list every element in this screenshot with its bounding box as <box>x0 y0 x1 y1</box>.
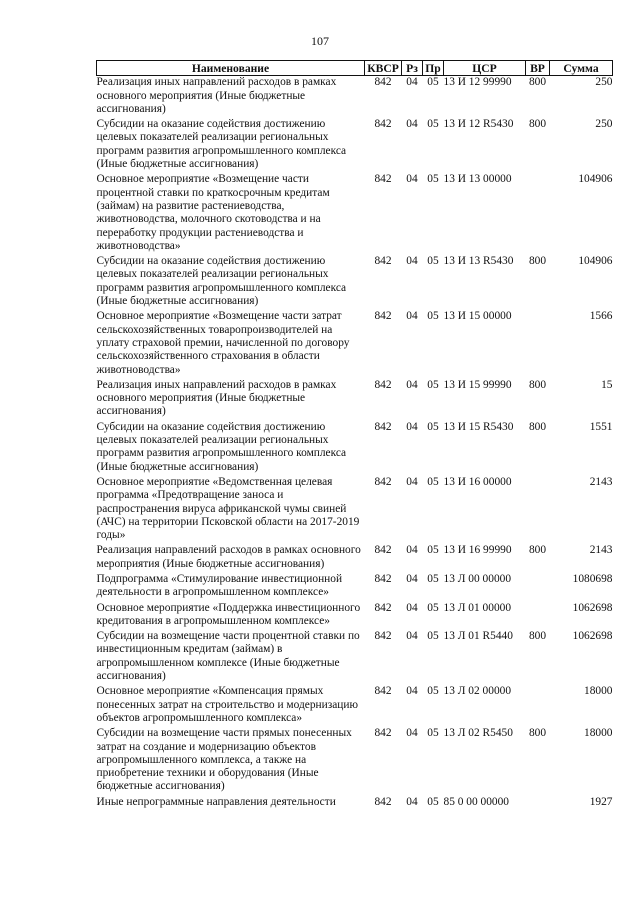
cell-name: Субсидии на возмещение части прямых понесенных затрат на создание и модернизацию объектов агропромышленного комплекса, а также на приобретение техники и оборудования (Иные бюджетные ассигнования) <box>96 727 352 793</box>
cell-rz: 04 <box>406 118 418 131</box>
cell-csr: 13 Л 02 R5450 <box>443 727 513 740</box>
cell-sum: 1062698 <box>572 630 613 643</box>
cell-kvsr: 842 <box>374 310 392 323</box>
table-row <box>97 118 613 173</box>
cell-kvsr: 842 <box>374 601 392 614</box>
table-row <box>97 602 613 631</box>
cell-name: Реализация иных направлений расходов в рамках основного мероприятия (Иные бюджетные ассигнования) <box>96 378 337 418</box>
cell-pr: 05 <box>427 420 439 433</box>
cell-sum: 1551 <box>589 420 613 433</box>
table-row <box>97 173 613 255</box>
cell-vr: 800 <box>528 630 547 643</box>
cell-csr: 13 Л 01 00000 <box>443 601 512 614</box>
cell-rz: 04 <box>406 310 418 323</box>
cell-sum: 18000 <box>584 727 613 740</box>
cell-vr <box>526 310 550 378</box>
cell-kvsr: 842 <box>374 685 392 698</box>
cell-kvsr: 842 <box>374 572 392 585</box>
cell-kvsr: 842 <box>374 76 392 89</box>
header-csr: ЦСР <box>444 61 526 76</box>
header-sum: Сумма <box>550 61 613 76</box>
cell-rz: 04 <box>406 572 418 585</box>
cell-pr: 05 <box>427 544 439 557</box>
table-row <box>97 255 613 310</box>
cell-rz: 04 <box>406 76 418 89</box>
cell-kvsr: 842 <box>374 630 392 643</box>
cell-kvsr: 842 <box>374 173 392 186</box>
cell-csr: 13 И 15 R5430 <box>443 420 514 433</box>
cell-rz: 04 <box>406 378 418 391</box>
table-row <box>97 685 613 727</box>
cell-vr <box>526 602 550 631</box>
cell-pr: 05 <box>427 572 439 585</box>
cell-vr <box>526 796 550 811</box>
cell-vr <box>526 476 550 544</box>
table-row <box>97 310 613 378</box>
cell-pr: 05 <box>427 630 439 643</box>
cell-kvsr: 842 <box>374 727 392 740</box>
cell-csr: 13 И 15 00000 <box>443 310 512 323</box>
cell-name: Основное мероприятие «Возмещение части затрат сельскохозяйственных товаропроизводителей на уплату страховой премии, начисленной по договору сельскохозяйственного страхования в области животноводства» <box>96 310 350 376</box>
cell-pr: 05 <box>427 255 439 268</box>
cell-name: Основное мероприятие «Ведомственная целевая программа «Предотвращение заноса и распространения вируса африканской чумы свиней (АЧС) на территории Псковской области на 2017-2019 годы» <box>96 475 360 542</box>
cell-csr: 13 Л 01 R5440 <box>443 630 513 643</box>
cell-vr: 800 <box>528 544 547 557</box>
table-row <box>97 796 613 811</box>
cell-rz: 04 <box>406 795 418 808</box>
cell-pr: 05 <box>427 76 439 89</box>
cell-sum: 104906 <box>578 255 613 268</box>
cell-kvsr: 842 <box>374 475 392 488</box>
cell-pr: 05 <box>427 727 439 740</box>
cell-kvsr: 842 <box>374 544 392 557</box>
cell-rz: 04 <box>406 173 418 186</box>
cell-sum: 1062698 <box>572 601 613 614</box>
table-row <box>97 573 613 602</box>
cell-name: Реализация иных направлений расходов в рамках основного мероприятия (Иные бюджетные ассигнования) <box>96 76 337 115</box>
cell-name: Субсидии на оказание содействия достижению целевых показателей реализации региональных программ развития агропромышленного комплекса (Иные бюджетные ассигнования) <box>96 255 347 308</box>
cell-sum: 1927 <box>589 795 613 808</box>
cell-sum: 18000 <box>584 685 613 698</box>
cell-kvsr: 842 <box>374 255 392 268</box>
cell-sum: 1566 <box>589 310 613 323</box>
cell-rz: 04 <box>406 475 418 488</box>
cell-pr: 05 <box>427 118 439 131</box>
header-name: Наименование <box>97 61 365 76</box>
table-row <box>97 727 613 795</box>
cell-vr: 800 <box>528 255 547 268</box>
cell-csr: 13 И 12 R5430 <box>443 118 514 131</box>
header-kvsr: КВСР <box>365 61 402 76</box>
table-row <box>97 630 613 685</box>
cell-name: Субсидии на оказание содействия достижению целевых показателей реализации региональных программ развития агропромышленного комплекса (Иные бюджетные ассигнования) <box>96 420 347 473</box>
header-vr: ВР <box>526 61 550 76</box>
table-row <box>97 476 613 544</box>
cell-rz: 04 <box>406 685 418 698</box>
cell-pr: 05 <box>427 173 439 186</box>
cell-rz: 04 <box>406 420 418 433</box>
cell-sum: 2143 <box>589 544 613 557</box>
cell-name: Основное мероприятие «Возмещение части процентной ставки по краткосрочным кредитам (займам) на развитие растениеводства, животноводства, молочного скотоводства и на переработку продукции растениеводства и животноводства» <box>96 173 330 252</box>
cell-kvsr: 842 <box>374 378 392 391</box>
cell-vr: 800 <box>528 76 547 89</box>
cell-pr: 05 <box>427 378 439 391</box>
table-row <box>97 76 613 118</box>
cell-csr: 13 И 16 00000 <box>443 475 512 488</box>
header-pr: Пр <box>423 61 444 76</box>
cell-vr: 800 <box>528 420 547 433</box>
cell-sum: 2143 <box>589 475 613 488</box>
cell-kvsr: 842 <box>374 795 392 808</box>
cell-kvsr: 842 <box>374 420 392 433</box>
cell-name: Подпрограмма «Стимулирование инвестиционной деятельности в агропромышленном комплексе» <box>96 572 343 599</box>
table-header-row <box>97 61 613 76</box>
cell-csr: 13 И 15 99990 <box>443 378 512 391</box>
budget-table <box>96 60 613 811</box>
cell-csr: 85 0 00 00000 <box>443 795 509 808</box>
cell-csr: 13 Л 00 00000 <box>443 572 512 585</box>
cell-vr <box>526 173 550 255</box>
cell-csr: 13 Л 02 00000 <box>443 685 512 698</box>
table-row <box>97 421 613 476</box>
cell-csr: 13 И 13 00000 <box>443 173 512 186</box>
cell-vr <box>526 573 550 602</box>
cell-pr: 05 <box>427 685 439 698</box>
cell-pr: 05 <box>427 310 439 323</box>
cell-name: Основное мероприятие «Поддержка инвестиционного кредитования в агропромышленном комплексе» <box>96 601 361 627</box>
cell-csr: 13 И 13 R5430 <box>443 255 514 268</box>
table-row <box>97 379 613 421</box>
cell-sum: 250 <box>595 76 613 89</box>
header-rz: Рз <box>402 61 423 76</box>
cell-rz: 04 <box>406 544 418 557</box>
cell-name: Основное мероприятие «Компенсация прямых понесенных затрат на строительство и модернизацию объектов агропромышленного комплекса» <box>96 685 358 724</box>
cell-rz: 04 <box>406 630 418 643</box>
cell-pr: 05 <box>427 795 439 808</box>
cell-vr: 800 <box>528 727 547 740</box>
table-row <box>97 544 613 573</box>
cell-pr: 05 <box>427 475 439 488</box>
cell-csr: 13 И 16 99990 <box>443 544 512 557</box>
cell-rz: 04 <box>406 255 418 268</box>
cell-name: Иные непрограммные направления деятельности <box>96 795 336 808</box>
page-number: 107 <box>311 34 329 48</box>
cell-pr: 05 <box>427 601 439 614</box>
cell-name: Реализация направлений расходов в рамках основного мероприятия (Иные бюджетные ассигнования) <box>96 544 361 570</box>
cell-sum: 250 <box>595 118 613 131</box>
cell-vr <box>526 685 550 727</box>
cell-vr: 800 <box>528 378 547 391</box>
cell-csr: 13 И 12 99990 <box>443 76 512 89</box>
cell-vr: 800 <box>528 118 547 131</box>
cell-name: Субсидии на возмещение части процентной ставки по инвестиционным кредитам (займам) в агропромышленном комплексе (Иные бюджетные ассигнования) <box>96 630 360 683</box>
cell-rz: 04 <box>406 601 418 614</box>
cell-sum: 15 <box>601 378 613 391</box>
cell-name: Субсидии на оказание содействия достижению целевых показателей реализации региональных программ развития агропромышленного комплекса (Иные бюджетные ассигнования) <box>96 118 347 171</box>
cell-sum: 104906 <box>578 173 613 186</box>
cell-sum: 1080698 <box>572 572 613 585</box>
cell-kvsr: 842 <box>374 118 392 131</box>
cell-rz: 04 <box>406 727 418 740</box>
